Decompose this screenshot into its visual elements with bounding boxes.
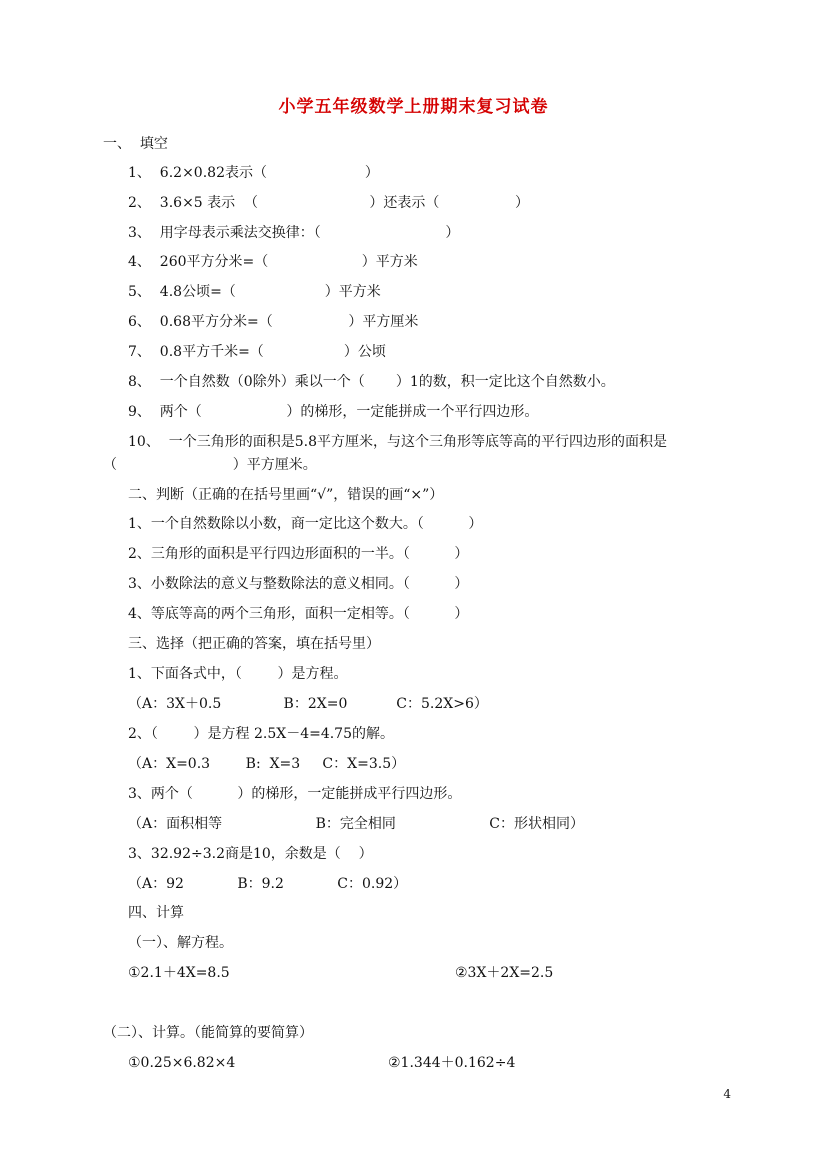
choice-question-3: 3、两个（ ）的梯形，一定能拼成平行四边形。 <box>128 786 462 802</box>
section-heading-choice: 三、选择（把正确的答案，填在括号里） <box>128 636 380 652</box>
section-heading-judge: 二、判断（正确的在括号里画“√”，错误的画“×”） <box>128 487 444 503</box>
page-number: 4 <box>723 1087 731 1101</box>
choice-question-1: 1、下面各式中，（ ）是方程。 <box>128 666 348 682</box>
choice-options-4: （A：92 B：9.2 C：0.92） <box>128 876 408 892</box>
judge-question-2: 2、三角形的面积是平行四边形面积的一半。（ ） <box>128 546 469 562</box>
question-10-continued: （ ）平方厘米。 <box>103 457 317 473</box>
question-3: 3、 用字母表示乘法交换律：（ ） <box>128 225 460 241</box>
question-8: 8、 一个自然数（0除外）乘以一个（ ）1的数，积一定比这个自然数小。 <box>128 374 615 390</box>
choice-options-2: （A：X=0.3 B: X=3 C：X=3.5） <box>128 756 406 772</box>
equation-1: ①2.1＋4X=8.5 <box>128 965 230 981</box>
question-9: 9、 两个（ ）的梯形，一定能拼成一个平行四边形。 <box>128 404 539 420</box>
judge-question-4: 4、等底等高的两个三角形，面积一定相等。（ ） <box>128 606 469 622</box>
question-2: 2、 3.6×5 表示 （ ）还表示（ ） <box>128 195 529 211</box>
section-heading-calculate: 四、计算 <box>128 905 184 921</box>
question-6: 6、 0.68平方分米=（ ）平方厘米 <box>128 314 419 330</box>
question-7: 7、 0.8平方千米=（ ）公顷 <box>128 344 386 360</box>
question-4: 4、 260平方分米=（ ）平方米 <box>128 254 418 270</box>
judge-question-1: 1、一个自然数除以小数，商一定比这个数大。（ ） <box>128 516 483 532</box>
choice-question-2: 2、（ ）是方程 2.5X－4=4.75的解。 <box>128 726 394 742</box>
choice-question-4: 3、32.92÷3.2商是10，余数是（ ） <box>128 846 373 862</box>
section-heading-fill-blank: 一、 填空 <box>103 136 168 152</box>
question-10: 10、 一个三角形的面积是5.8平方厘米，与这个三角形等底等高的平行四边形的面积是 <box>128 434 667 450</box>
choice-options-1: （A：3X＋0.5 B：2X=0 C：5.2X>6） <box>128 696 488 712</box>
compute-2: ②1.344＋0.162÷4 <box>388 1055 516 1071</box>
subsection-compute: （二）、计算。（能简算的要简算） <box>103 1025 313 1041</box>
page-title: 小学五年级数学上册期末复习试卷 <box>278 97 549 117</box>
question-1: 1、 6.2×0.82表示（ ） <box>128 165 379 181</box>
compute-1: ①0.25×6.82×4 <box>128 1055 236 1071</box>
subsection-solve-equations: （一）、解方程。 <box>128 935 233 951</box>
choice-options-3: （A：面积相等 B：完全相同 C：形状相同） <box>128 816 585 832</box>
question-5: 5、 4.8公顷=（ ）平方米 <box>128 284 381 300</box>
equation-2: ②3X＋2X=2.5 <box>455 965 554 981</box>
judge-question-3: 3、小数除法的意义与整数除法的意义相同。（ ） <box>128 576 469 592</box>
